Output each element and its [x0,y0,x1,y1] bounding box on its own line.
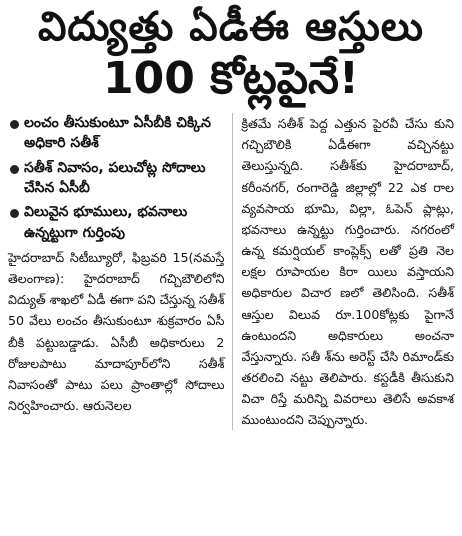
right-body-text: క్రితమే సతీశ్ పెద్ద ఎత్తున పైరవీ చేసు కుని గచ్చిబౌలికి ఏడీఈగా వచ్చినట్టు తెలుస్తున్నది. సతీశ్‌కు హైదరాబాద్, కరీంనగర్, రంగారెడ్డి జిల్లాల్లో 22 ఎక రాల వ్యవసాయ భూమి, విల్లా, ఓపెన్ ప్లాట్లు, భవనాలు ఉన్నట్టు గుర్తించారు. నగరంలో ఉన్న కమర్షియల్ కాంప్లెక్స్ లతో ప్రతి నెల లక్షల రూపాయల కిరా యిలు వస్తాయని అధికారుల విచార ణలో తెలిసింది. సతీశ్ ఆస్తుల విలువ రూ.100కోట్లకు పైగానే ఉంటుందని అధికారులు అంచనా వేస్తున్నారు. సతీ శ్‌ను అరెస్ట్ చేసి రిమాండ్‌కు తరలించి నట్టు తెలిపారు. కస్టడీకి తీసుకుని విచా రిస్తే మరిన్ని వివరాలు తెలిసే అవకాశ ముంటుందని చెప్పున్నారు. [241,116,454,428]
highlight-text: సతీశ్ నివాసం, పలుచోట్ల సోదాలు చేసిన ఏసీబీ [24,159,206,196]
bullet-dot-icon [10,165,19,174]
headline-line-2: 100 కోట్లపైనే! [103,53,359,105]
headline [8,4,454,105]
right-column [232,113,454,430]
highlight-text: విలువైన భూములు, భవనాలు ఉన్నట్టుగా గుర్తింపు [24,204,188,241]
bullet-dot-icon [10,209,19,218]
left-body-text: హైదరాబాద్ సిటీబ్యూరో, ఫిబ్రవరి 15(నమస్తే తెలంగాణ): హైదరాబాద్ గచ్చిబౌలిలోని విద్యుత్ శాఖలో ఏడీ ఈగా పని చేస్తున్న సతీశ్ 50 వేలు లంచం తీసుకుంటూ శుక్రవారం ఏసీ బీకి పట్టుబడ్డాడు. ఏసీబీ అధికారులు 2 రోజులపాటు మాదాపూర్‌లోని సతీశ్ నివాసంతో పాటు పలు ప్రాంతాల్లో సోదాలు నిర్వహించారు. ఆరునెలల [8,249,225,413]
highlight-item [8,202,224,243]
bullet-dot-icon [10,120,19,129]
article-body [8,113,454,430]
left-column [8,113,224,430]
headline-line-1: విద్యుత్తు ఏడీఈ ఆస్తులు [37,4,425,50]
highlight-item [8,158,224,199]
highlights-list [8,113,224,243]
highlight-text: లంచం తీసుకుంటూ ఏసీబీకి చిక్కిన అధికారి సతీశ్ [24,115,211,152]
highlight-item [8,113,224,154]
